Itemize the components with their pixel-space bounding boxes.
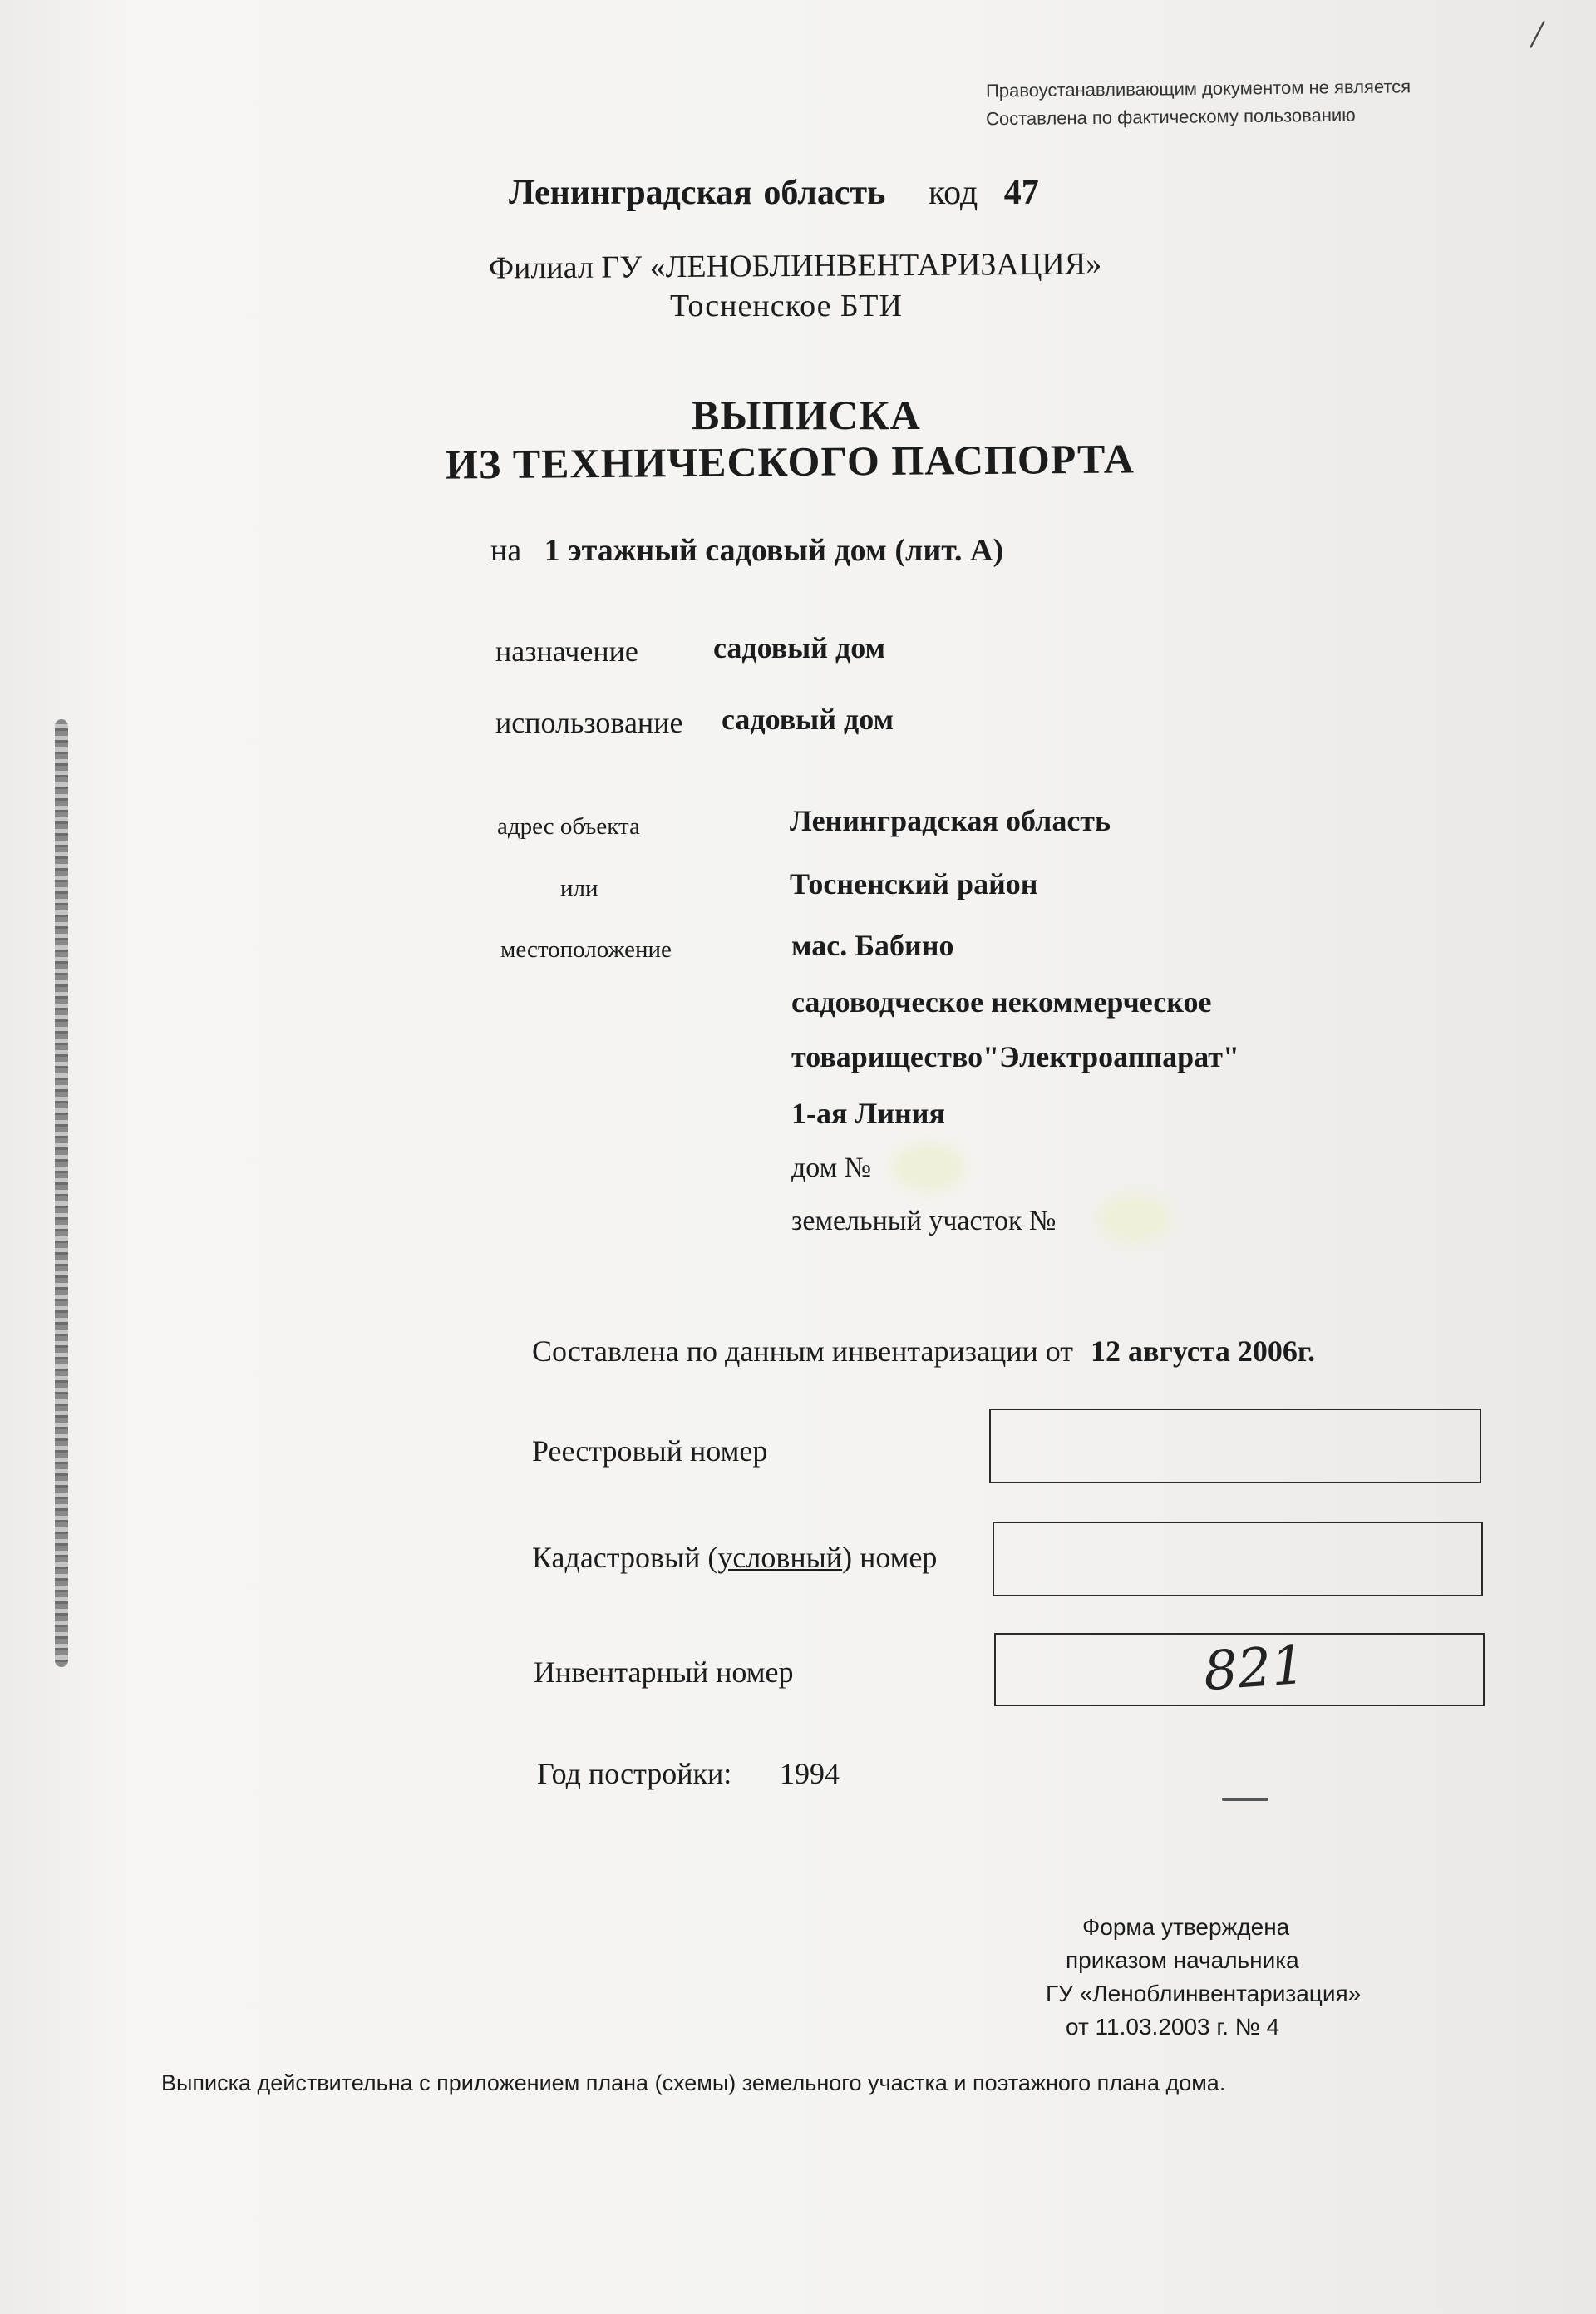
- object-prefix: на: [490, 533, 522, 568]
- inventory-number-handwritten: 821: [1201, 1634, 1308, 1704]
- cadastral-label-part: ) номер: [842, 1541, 938, 1574]
- region-code-value: 47: [1003, 174, 1039, 212]
- region-heading: [509, 173, 1039, 213]
- address-line: садоводческое некоммерческое: [791, 985, 1212, 1019]
- cadastral-number-box: [993, 1522, 1483, 1596]
- registry-number-label: Реестровый номер: [532, 1434, 768, 1468]
- usage-label: использование: [495, 706, 683, 739]
- disclaimer-line-1: Правоустанавливающим документом не является: [985, 76, 1411, 101]
- approval-line-4: от 11.03.2003 г. № 4: [1066, 2014, 1280, 2040]
- address-line: товарищество"Электроаппарат": [791, 1040, 1239, 1073]
- redacted-plot-number: [1106, 1202, 1164, 1236]
- inventory-number-label: Инвентарный номер: [534, 1655, 794, 1689]
- address-line: 1-ая Линия: [791, 1097, 945, 1130]
- cadastral-label-part: Кадастровый (: [532, 1541, 718, 1574]
- approval-line-2: приказом начальника: [1066, 1947, 1299, 1973]
- region-name: Ленинградская область: [509, 174, 886, 212]
- pen-mark: [1222, 1798, 1268, 1801]
- title-line-2: ИЗ ТЕХНИЧЕСКОГО ПАСПОРТА: [445, 435, 1135, 488]
- address-line: мас. Бабино: [791, 929, 954, 962]
- branch-name: Филиал ГУ «ЛЕНОБЛИНВЕНТАРИЗАЦИЯ»: [488, 246, 1102, 286]
- title-line-1: ВЫПИСКА: [692, 392, 921, 438]
- object-name: 1 этажный садовый дом (лит. А): [544, 533, 1004, 568]
- construction-year-value: 1994: [780, 1757, 840, 1790]
- validity-note: Выписка действительна с приложением плана (схемы) земельного участка и поэтажного плана дома.: [161, 2070, 1226, 2095]
- approval-line-3: ГУ «Леноблинвентаризация»: [1046, 1981, 1362, 2006]
- binding-staple: [55, 719, 68, 1667]
- compiled-line: [532, 1334, 1315, 1369]
- address-label-2: или: [560, 875, 598, 901]
- disclaimer-line-2: Составлена по фактическому пользованию: [985, 104, 1356, 130]
- purpose-value: садовый дом: [713, 631, 886, 664]
- address-label-3: местоположение: [500, 936, 672, 963]
- construction-year-label: Год постройки:: [537, 1757, 732, 1790]
- address-line: Тосненский район: [790, 867, 1038, 900]
- purpose-label: назначение: [495, 634, 638, 668]
- address-line: Ленинградская область: [790, 804, 1111, 837]
- office-name: Тосненское БТИ: [670, 289, 903, 323]
- cadastral-label-underlined: условный: [717, 1541, 843, 1574]
- registry-number-box: [989, 1409, 1481, 1483]
- usage-value: садовый дом: [722, 703, 894, 736]
- cadastral-number-label: [532, 1540, 937, 1575]
- redacted-house-number: [899, 1151, 958, 1184]
- plot-number-label: земельный участок №: [791, 1206, 1057, 1236]
- house-number-label: дом №: [791, 1152, 872, 1183]
- region-code-label: код: [928, 174, 978, 212]
- compiled-date: 12 августа 2006г.: [1091, 1335, 1316, 1368]
- address-label-1: адрес объекта: [497, 813, 640, 840]
- approval-line-1: Форма утверждена: [1082, 1914, 1290, 1940]
- compiled-text: Составлена по данным инвентаризации от: [532, 1335, 1074, 1368]
- object-line: [490, 532, 1003, 569]
- corner-mark: /: [1531, 12, 1543, 57]
